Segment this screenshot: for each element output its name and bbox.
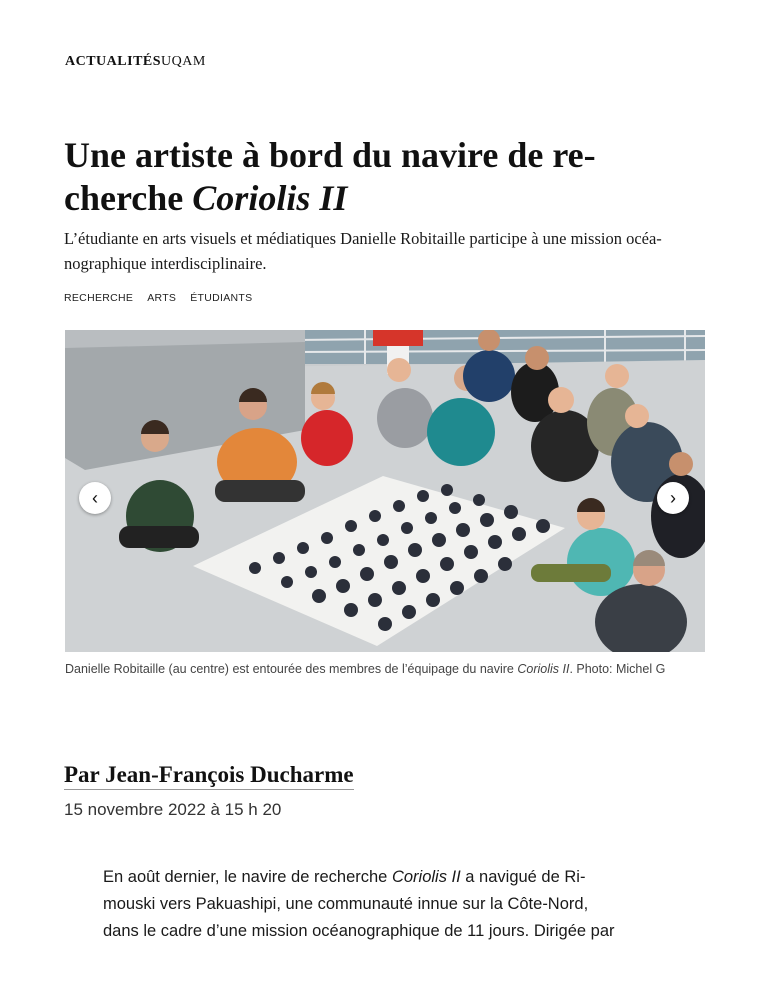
crew-on-deck-image [65,330,705,652]
lead-line1: L’étudiante en arts visuels et médiatiques Danielle Robitaille participe à une mission océa- [64,229,662,248]
logo-regular-text: UQAM [161,54,206,69]
chevron-left-icon: ‹ [92,487,98,508]
article-lead [64,226,704,276]
body-line1-suffix: a navigué de Ri- [460,868,586,886]
logo-bold-text: ACTUALITÉS [65,54,162,69]
body-line3: dans le cadre d’une mission océanographique de 11 jours. Dirigée par [103,922,615,940]
carousel-next-button[interactable] [657,482,689,514]
lead-line2: nographique interdisciplinaire. [64,254,267,273]
title-line1: Une artiste à bord du navire de re- [64,135,596,175]
tag-etudiants[interactable]: ÉTUDIANTS [190,292,253,304]
article-body [103,864,663,945]
caption-italic: Coriolis II [517,662,570,676]
author-link[interactable]: Par Jean-François Ducharme [64,762,354,790]
article-title [64,134,704,220]
title-line2-italic: Coriolis II [192,178,348,218]
caption-prefix: Danielle Robitaille (au centre) est entourée des membres de l’équipage du navire [65,662,518,676]
title-line2-prefix: cherche [64,178,193,218]
body-line2: mouski vers Pakuashipi, une communauté innue sur la Côte-Nord, [103,895,589,913]
carousel-prev-button[interactable] [79,482,111,514]
caption-suffix: . Photo: Michel G [569,662,666,676]
publish-date: 15 novembre 2022 à 15 h 20 [64,800,282,819]
body-line1-prefix: En août dernier, le navire de recherche [103,868,392,886]
chevron-right-icon: › [670,487,676,508]
tag-recherche[interactable]: RECHERCHE [64,292,134,304]
tag-list [64,292,252,304]
site-logo[interactable] [65,54,206,70]
tag-arts[interactable]: ARTS [147,292,177,304]
photo-caption [65,662,705,676]
body-line1-italic: Coriolis II [391,868,461,886]
carousel-photo [65,330,705,652]
